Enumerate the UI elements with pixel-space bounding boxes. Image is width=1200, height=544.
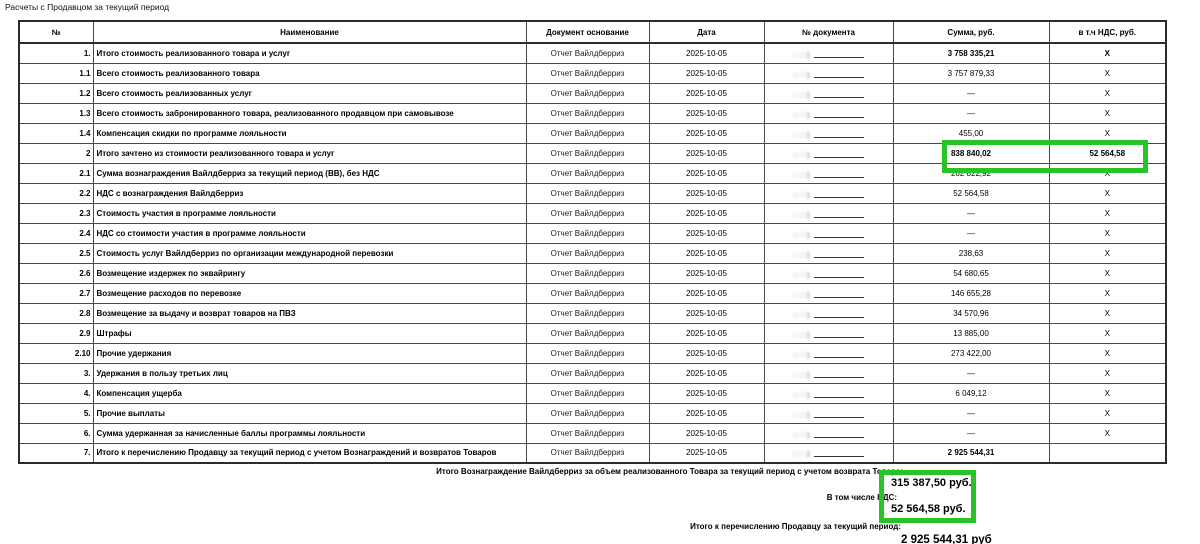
cell-row-number: 2.9 — [19, 323, 93, 343]
table-row — [19, 223, 1166, 243]
cell-row-number: 7. — [19, 443, 93, 463]
cell-vat: X — [1049, 223, 1166, 243]
cell-row-number: 1.3 — [19, 103, 93, 123]
cell-vat — [1049, 443, 1166, 463]
header-sum: Сумма, руб. — [893, 21, 1049, 43]
cell-row-number: 2.6 — [19, 263, 93, 283]
vat-total-label: В том числе НДС: — [826, 493, 897, 502]
cell-sum: 273 422,00 — [893, 343, 1049, 363]
redacted-doc-number: ::::) — [793, 130, 864, 138]
cell-sum: 3 758 335,21 — [893, 43, 1049, 63]
cell-date: 2025-10-05 — [649, 163, 764, 183]
cell-doc-basis: Отчет Вайлдберриз — [526, 143, 649, 163]
cell-sum: — — [893, 103, 1049, 123]
cell-vat: X — [1049, 203, 1166, 223]
cell-doc-number — [764, 143, 893, 163]
cell-sum: 13 885,00 — [893, 323, 1049, 343]
cell-doc-number — [764, 83, 893, 103]
cell-name: Всего стоимость забронированного товара, реализованного продавцом при самовывозе — [93, 103, 526, 123]
cell-sum: 3 757 879,33 — [893, 63, 1049, 83]
table-row — [19, 403, 1166, 423]
cell-doc-basis: Отчет Вайлдберриз — [526, 243, 649, 263]
cell-sum: — — [893, 423, 1049, 443]
cell-sum: 52 564,58 — [893, 183, 1049, 203]
cell-vat: X — [1049, 63, 1166, 83]
cell-vat: X — [1049, 123, 1166, 143]
cell-name: Итого стоимость реализованного товара и услуг — [93, 43, 526, 63]
cell-date: 2025-10-05 — [649, 363, 764, 383]
cell-date: 2025-10-05 — [649, 443, 764, 463]
transfer-total-label: Итого к перечислению Продавцу за текущий период: — [690, 522, 901, 531]
cell-name: НДС с вознаграждения Вайлдберриз — [93, 183, 526, 203]
vat-total-value: 52 564,58 руб. — [891, 503, 966, 515]
redacted-doc-number: ::::) — [793, 110, 864, 118]
cell-date: 2025-10-05 — [649, 143, 764, 163]
header-vat: в т.ч НДС, руб. — [1049, 21, 1166, 43]
cell-name: Всего стоимость реализованного товара — [93, 63, 526, 83]
cell-vat: X — [1049, 163, 1166, 183]
cell-vat: X — [1049, 423, 1166, 443]
cell-doc-number — [764, 363, 893, 383]
cell-name: Сумма вознаграждения Вайлдберриз за текущий период (ВВ), без НДС — [93, 163, 526, 183]
cell-row-number: 2 — [19, 143, 93, 163]
transfer-total-value: 2 925 544,31 руб — [901, 534, 992, 544]
cell-sum: 838 840,02 — [893, 143, 1049, 163]
cell-doc-basis: Отчет Вайлдберриз — [526, 163, 649, 183]
cell-vat: X — [1049, 243, 1166, 263]
cell-doc-basis: Отчет Вайлдберриз — [526, 363, 649, 383]
cell-doc-basis: Отчет Вайлдберриз — [526, 343, 649, 363]
cell-sum: — — [893, 363, 1049, 383]
cell-name: Итого зачтено из стоимости реализованного товара и услуг — [93, 143, 526, 163]
cell-vat: X — [1049, 303, 1166, 323]
table-row — [19, 103, 1166, 123]
cell-doc-number — [764, 223, 893, 243]
table-row — [19, 383, 1166, 403]
table-row — [19, 263, 1166, 283]
cell-doc-number — [764, 323, 893, 343]
redacted-doc-number: ::::) — [793, 190, 864, 198]
header-date: Дата — [649, 21, 764, 43]
cell-doc-basis: Отчет Вайлдберриз — [526, 223, 649, 243]
cell-doc-number — [764, 43, 893, 63]
cell-date: 2025-10-05 — [649, 263, 764, 283]
redacted-doc-number: ::::) — [793, 210, 864, 218]
cell-name: Прочие выплаты — [93, 403, 526, 423]
cell-vat: X — [1049, 263, 1166, 283]
cell-name: Возмещение за выдачу и возврат товаров на ПВЗ — [93, 303, 526, 323]
cell-doc-number — [764, 163, 893, 183]
cell-row-number: 2.5 — [19, 243, 93, 263]
cell-name: Прочие удержания — [93, 343, 526, 363]
cell-sum: — — [893, 203, 1049, 223]
cell-name: Стоимость участия в программе лояльности — [93, 203, 526, 223]
table-row — [19, 363, 1166, 383]
settlement-table-body — [19, 43, 1166, 463]
table-row — [19, 423, 1166, 443]
cell-vat: X — [1049, 403, 1166, 423]
cell-doc-basis: Отчет Вайлдберриз — [526, 263, 649, 283]
redacted-doc-number: ::::) — [793, 449, 864, 457]
cell-name: Стоимость услуг Вайлдберриз по организации международной перевозки — [93, 243, 526, 263]
cell-doc-basis: Отчет Вайлдберриз — [526, 443, 649, 463]
table-row — [19, 243, 1166, 263]
cell-name: Всего стоимость реализованных услуг — [93, 83, 526, 103]
redacted-doc-number: ::::) — [793, 250, 864, 258]
highlight-box-reward-total — [879, 470, 976, 523]
cell-doc-number — [764, 183, 893, 203]
cell-vat: X — [1049, 383, 1166, 403]
header-doc-number: № документа — [764, 21, 893, 43]
cell-sum: 54 680,65 — [893, 263, 1049, 283]
cell-row-number: 2.10 — [19, 343, 93, 363]
cell-date: 2025-10-05 — [649, 303, 764, 323]
cell-sum: 2 925 544,31 — [893, 443, 1049, 463]
table-row — [19, 283, 1166, 303]
table-row — [19, 323, 1166, 343]
cell-doc-number — [764, 443, 893, 463]
cell-name: Штрафы — [93, 323, 526, 343]
cell-date: 2025-10-05 — [649, 423, 764, 443]
cell-doc-number — [764, 303, 893, 323]
table-header-row — [19, 21, 1166, 43]
cell-date: 2025-10-05 — [649, 283, 764, 303]
redacted-doc-number: ::::) — [793, 270, 864, 278]
table-row — [19, 343, 1166, 363]
cell-doc-basis: Отчет Вайлдберриз — [526, 403, 649, 423]
cell-vat: X — [1049, 323, 1166, 343]
cell-row-number: 2.8 — [19, 303, 93, 323]
redacted-doc-number: ::::) — [793, 390, 864, 398]
cell-sum: 238,63 — [893, 243, 1049, 263]
redacted-doc-number: ::::) — [793, 90, 864, 98]
cell-date: 2025-10-05 — [649, 183, 764, 203]
redacted-doc-number: ::::) — [793, 330, 864, 338]
cell-name: Компенсация скидки по программе лояльности — [93, 123, 526, 143]
page-title: Расчеты с Продавцом за текущий период — [5, 2, 170, 12]
redacted-doc-number: ::::) — [793, 50, 864, 58]
cell-row-number: 3. — [19, 363, 93, 383]
reward-total-value: 315 387,50 руб. — [891, 477, 972, 489]
cell-name: Возмещение расходов по перевозке — [93, 283, 526, 303]
cell-date: 2025-10-05 — [649, 123, 764, 143]
cell-date: 2025-10-05 — [649, 343, 764, 363]
cell-doc-basis: Отчет Вайлдберриз — [526, 423, 649, 443]
cell-vat: 52 564,58 — [1049, 143, 1166, 163]
cell-doc-basis: Отчет Вайлдберриз — [526, 383, 649, 403]
cell-name: Возмещение издержек по эквайрингу — [93, 263, 526, 283]
cell-vat: X — [1049, 43, 1166, 63]
cell-doc-number — [764, 403, 893, 423]
redacted-doc-number: ::::) — [793, 230, 864, 238]
cell-doc-number — [764, 383, 893, 403]
cell-doc-number — [764, 203, 893, 223]
cell-doc-number — [764, 103, 893, 123]
redacted-doc-number: ::::) — [793, 310, 864, 318]
cell-doc-basis: Отчет Вайлдберриз — [526, 203, 649, 223]
cell-row-number: 2.7 — [19, 283, 93, 303]
cell-date: 2025-10-05 — [649, 83, 764, 103]
cell-doc-number — [764, 263, 893, 283]
cell-sum: 34 570,96 — [893, 303, 1049, 323]
cell-row-number: 4. — [19, 383, 93, 403]
cell-row-number: 1.1 — [19, 63, 93, 83]
redacted-doc-number: ::::) — [793, 170, 864, 178]
cell-doc-number — [764, 343, 893, 363]
cell-row-number: 2.1 — [19, 163, 93, 183]
cell-doc-basis: Отчет Вайлдберриз — [526, 43, 649, 63]
cell-date: 2025-10-05 — [649, 103, 764, 123]
cell-date: 2025-10-05 — [649, 63, 764, 83]
cell-row-number: 2.3 — [19, 203, 93, 223]
table-row — [19, 443, 1166, 463]
cell-sum: 146 655,28 — [893, 283, 1049, 303]
cell-date: 2025-10-05 — [649, 403, 764, 423]
cell-date: 2025-10-05 — [649, 243, 764, 263]
cell-vat: X — [1049, 283, 1166, 303]
cell-doc-basis: Отчет Вайлдберриз — [526, 83, 649, 103]
cell-doc-basis: Отчет Вайлдберриз — [526, 303, 649, 323]
redacted-doc-number: ::::) — [793, 150, 864, 158]
cell-sum: — — [893, 403, 1049, 423]
cell-doc-basis: Отчет Вайлдберриз — [526, 323, 649, 343]
cell-name: Итого к перечислению Продавцу за текущий период с учетом Вознаграждений и возвратов Товаров — [93, 443, 526, 463]
cell-vat: X — [1049, 183, 1166, 203]
header-doc-basis: Документ основание — [526, 21, 649, 43]
cell-vat: X — [1049, 363, 1166, 383]
table-row — [19, 83, 1166, 103]
table-row — [19, 303, 1166, 323]
cell-doc-basis: Отчет Вайлдберриз — [526, 123, 649, 143]
cell-date: 2025-10-05 — [649, 223, 764, 243]
redacted-doc-number: ::::) — [793, 430, 864, 438]
cell-name: Сумма удержанная за начисленные баллы программы лояльности — [93, 423, 526, 443]
cell-date: 2025-10-05 — [649, 323, 764, 343]
cell-vat: X — [1049, 343, 1166, 363]
cell-doc-number — [764, 63, 893, 83]
table-header — [19, 21, 1166, 43]
cell-sum: 6 049,12 — [893, 383, 1049, 403]
reward-total-label: Итого Вознаграждение Вайлдберриз за объем реализованного Товара за текущий период с учетом возврата Товара: — [436, 467, 903, 476]
cell-row-number: 2.4 — [19, 223, 93, 243]
cell-row-number: 6. — [19, 423, 93, 443]
cell-name: Компенсация ущерба — [93, 383, 526, 403]
table-row — [19, 63, 1166, 83]
table-row — [19, 203, 1166, 223]
cell-date: 2025-10-05 — [649, 43, 764, 63]
cell-vat: X — [1049, 103, 1166, 123]
cell-row-number: 1.4 — [19, 123, 93, 143]
cell-sum: — — [893, 83, 1049, 103]
cell-name: Удержания в пользу третьих лиц — [93, 363, 526, 383]
header-name: Наименование — [93, 21, 526, 43]
cell-vat: X — [1049, 83, 1166, 103]
cell-doc-basis: Отчет Вайлдберриз — [526, 103, 649, 123]
redacted-doc-number: ::::) — [793, 290, 864, 298]
redacted-doc-number: ::::) — [793, 350, 864, 358]
header-no: № — [19, 21, 93, 43]
cell-date: 2025-10-05 — [649, 383, 764, 403]
highlight-box-offset-row — [942, 140, 1148, 173]
cell-date: 2025-10-05 — [649, 203, 764, 223]
cell-doc-number — [764, 283, 893, 303]
cell-sum: 262 822,92 — [893, 163, 1049, 183]
cell-doc-number — [764, 423, 893, 443]
cell-row-number: 1. — [19, 43, 93, 63]
cell-row-number: 5. — [19, 403, 93, 423]
redacted-doc-number: ::::) — [793, 410, 864, 418]
cell-row-number: 2.2 — [19, 183, 93, 203]
cell-row-number: 1.2 — [19, 83, 93, 103]
cell-doc-basis: Отчет Вайлдберриз — [526, 63, 649, 83]
cell-doc-number — [764, 243, 893, 263]
table-row — [19, 183, 1166, 203]
redacted-doc-number: ::::) — [793, 70, 864, 78]
cell-name: НДС со стоимости участия в программе лояльности — [93, 223, 526, 243]
cell-sum: 455,00 — [893, 123, 1049, 143]
cell-doc-basis: Отчет Вайлдберриз — [526, 283, 649, 303]
cell-sum: — — [893, 223, 1049, 243]
cell-doc-number — [764, 123, 893, 143]
table-row — [19, 43, 1166, 63]
redacted-doc-number: ::::) — [793, 370, 864, 378]
settlements-table — [18, 20, 1167, 464]
cell-doc-basis: Отчет Вайлдберриз — [526, 183, 649, 203]
